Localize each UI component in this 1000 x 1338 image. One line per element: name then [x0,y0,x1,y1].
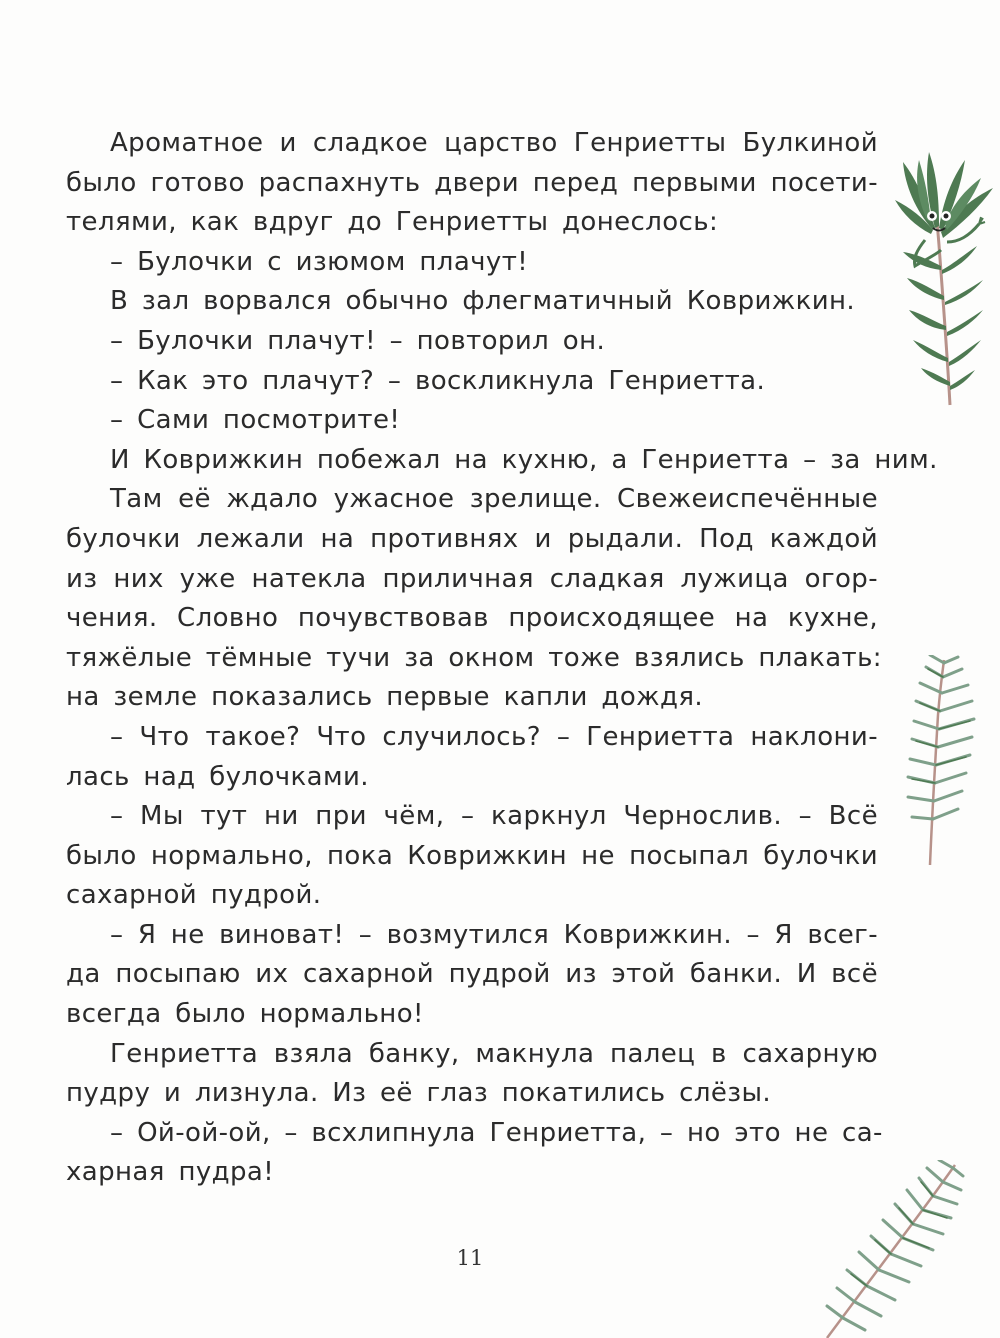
text-line: – Сами посмотрите! [110,405,401,436]
text-line: всегда было нормально! [66,999,424,1030]
text-line: лась над булочками. [66,761,369,792]
text-line: было нормально, пока Коврижкин не посыпал булочки [66,840,878,871]
text-line: – Как это плачут? – воскликнула Генриетта. [110,365,766,396]
text-line: на земле показались первые капли дождя. [66,682,704,713]
text-line: тяжёлые тёмные тучи за окном тоже взялись плакать: [66,642,882,673]
text-line: харная пудра! [66,1157,275,1188]
text-line: И Коврижкин побежал на кухню, а Генриетта – за ним. [110,444,938,475]
text-line: – Мы тут ни при чём, – каркнул Чернослив. – Всё [110,801,878,832]
text-line: телями, как вдруг до Генриетты донеслось: [66,207,719,238]
text-line: – Я не виноват! – возмутился Коврижкин. – Я всег- [110,919,878,950]
text-line: Генриетта взяла банку, макнула палец в сахарную [110,1038,878,1069]
text-line: – Что такое? Что случилось? – Генриетта наклони- [110,721,878,752]
page-number: 11 [456,1246,484,1270]
rosemary-character-illustration [895,150,1000,412]
text-line: – Булочки с изюмом плачут! [110,246,529,277]
text-line: В зал ворвался обычно флегматичный Коврижкин. [110,286,856,317]
rosemary-sprig-illustration [900,655,985,870]
text-line: булочки лежали на противнях и рыдали. Под каждой [66,523,878,554]
text-line: было готово распахнуть двери перед первыми посети- [66,167,878,198]
text-line: чения. Словно почувствовав происходящее на кухне, [66,603,878,634]
text-line: – Ой-ой-ой, – всхлипнула Генриетта, – но это не са- [110,1117,883,1148]
text-line: – Булочки плачут! – повторил он. [110,325,606,356]
body-text [66,124,938,1193]
text-line: сахарной пудрой. [66,880,322,911]
text-line: да посыпаю их сахарной пудрой из этой банки. И всё [66,959,878,990]
text-line: из них уже натекла приличная сладкая лужица огор- [66,563,878,594]
text-line: пудру и лизнула. Из её глаз покатились слёзы. [66,1078,772,1109]
text-line: Ароматное и сладкое царство Генриетты Булкиной [110,128,878,158]
text-line: Там её ждало ужасное зрелище. Свежеиспечённые [110,484,878,515]
